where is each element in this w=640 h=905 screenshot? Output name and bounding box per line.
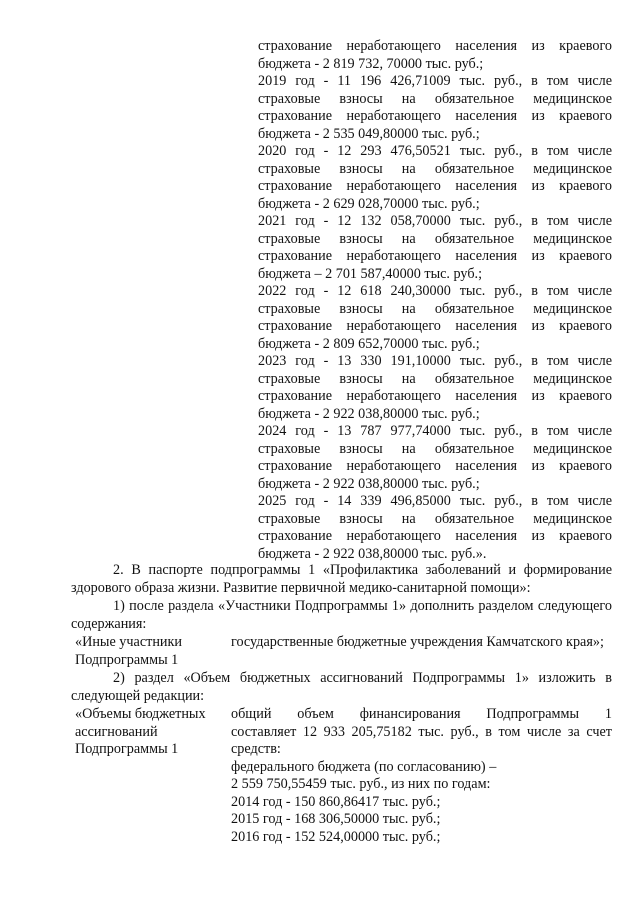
funding-line: страхование неработающего населения из краевого — [258, 318, 612, 334]
funding-line: бюджета - 2 535 049,80000 тыс. руб.; — [258, 125, 480, 142]
section-2-paragraph — [71, 562, 612, 597]
funding-line: 2022 год - 12 618 240,30000 тыс. руб., в том числе — [258, 283, 612, 299]
funding-line: 2019 год - 11 196 426,71009 тыс. руб., в том числе — [258, 73, 612, 89]
paragraph-text: 2. В паспорте подпрограммы 1 «Профилактика заболеваний и формирование здорового образа жизни. Развитие первичной медико-санитарной помощи»: — [71, 562, 612, 596]
funding-line: 2020 год - 12 293 476,50521 тыс. руб., в том числе — [258, 143, 612, 159]
funding-line: 2024 год - 13 787 977,74000 тыс. руб., в том числе — [258, 423, 612, 439]
funding-line: бюджета - 2 922 038,80000 тыс. руб.; — [258, 405, 480, 422]
budget-line: общий объем финансирования Подпрограммы 1 — [231, 706, 612, 722]
funding-by-year-column — [258, 38, 612, 563]
row-value — [231, 706, 612, 846]
funding-line: страхование неработающего населения из краевого — [258, 388, 612, 404]
funding-line: бюджета - 2 819 732, 70000 тыс. руб.; — [258, 55, 484, 72]
budget-line: средств: — [231, 741, 281, 757]
funding-line: страхование неработающего населения из краевого — [258, 248, 612, 264]
funding-line: бюджета – 2 701 587,40000 тыс. руб.; — [258, 265, 483, 282]
budget-line: федерального бюджета (по согласованию) – — [231, 758, 497, 775]
funding-line: страхование неработающего населения из краевого — [258, 528, 612, 544]
funding-line: бюджета - 2 922 038,80000 тыс. руб.; — [258, 475, 480, 492]
paragraph-text: 1) после раздела «Участники Подпрограммы 1» дополнить разделом следующего содержания: — [71, 598, 612, 632]
funding-line: 2021 год - 12 132 058,70000 тыс. руб., в том числе — [258, 213, 612, 229]
funding-line: страхование неработающего населения из краевого — [258, 178, 612, 194]
funding-line: бюджета - 2 809 652,70000 тыс. руб.; — [258, 335, 480, 352]
funding-line: страховые взносы на обязательное медицинское — [258, 510, 612, 527]
funding-line: страхование неработающего населения из краевого — [258, 108, 612, 124]
funding-line: бюджета - 2 629 028,70000 тыс. руб.; — [258, 195, 480, 212]
funding-line: страховые взносы на обязательное медицинское — [258, 160, 612, 177]
funding-line: 2023 год - 13 330 191,10000 тыс. руб., в том числе — [258, 353, 612, 369]
item-2-paragraph — [71, 670, 612, 705]
funding-line: страховые взносы на обязательное медицинское — [258, 370, 612, 387]
row-value: государственные бюджетные учреждения Камчатского края»; — [231, 634, 604, 650]
funding-line: 2025 год - 14 339 496,85000 тыс. руб., в том числе — [258, 493, 612, 509]
budget-line: 2015 год - 168 306,50000 тыс. руб.; — [231, 811, 441, 827]
funding-line: страховые взносы на обязательное медицинское — [258, 90, 612, 107]
budget-allocations-row — [71, 706, 612, 856]
other-participants-row — [71, 634, 612, 670]
funding-line: страховые взносы на обязательное медицинское — [258, 300, 612, 317]
budget-line: 2014 год - 150 860,86417 тыс. руб.; — [231, 793, 441, 810]
funding-line: страхование неработающего населения из краевого — [258, 458, 612, 474]
budget-line: 2016 год - 152 524,00000 тыс. руб.; — [231, 828, 441, 845]
paragraph-text: 2) раздел «Объем бюджетных ассигнований Подпрограммы 1» изложить в следующей редакции: — [71, 670, 612, 704]
funding-line: страховые взносы на обязательное медицинское — [258, 440, 612, 457]
budget-line: составляет 12 933 205,75182 тыс. руб., в том числе за счет — [231, 723, 612, 740]
budget-line: 2 559 750,55459 тыс. руб., из них по годам: — [231, 776, 491, 792]
row-label: «Иные участники Подпрограммы 1 — [75, 634, 183, 668]
item-1-paragraph — [71, 598, 612, 633]
funding-line: бюджета - 2 922 038,80000 тыс. руб.». — [258, 545, 487, 562]
row-label: «Объемы бюджетных ассигнований Подпрограммы 1 — [75, 706, 206, 757]
funding-line: страховые взносы на обязательное медицинское — [258, 230, 612, 247]
funding-line: страхование неработающего населения из краевого — [258, 38, 612, 54]
